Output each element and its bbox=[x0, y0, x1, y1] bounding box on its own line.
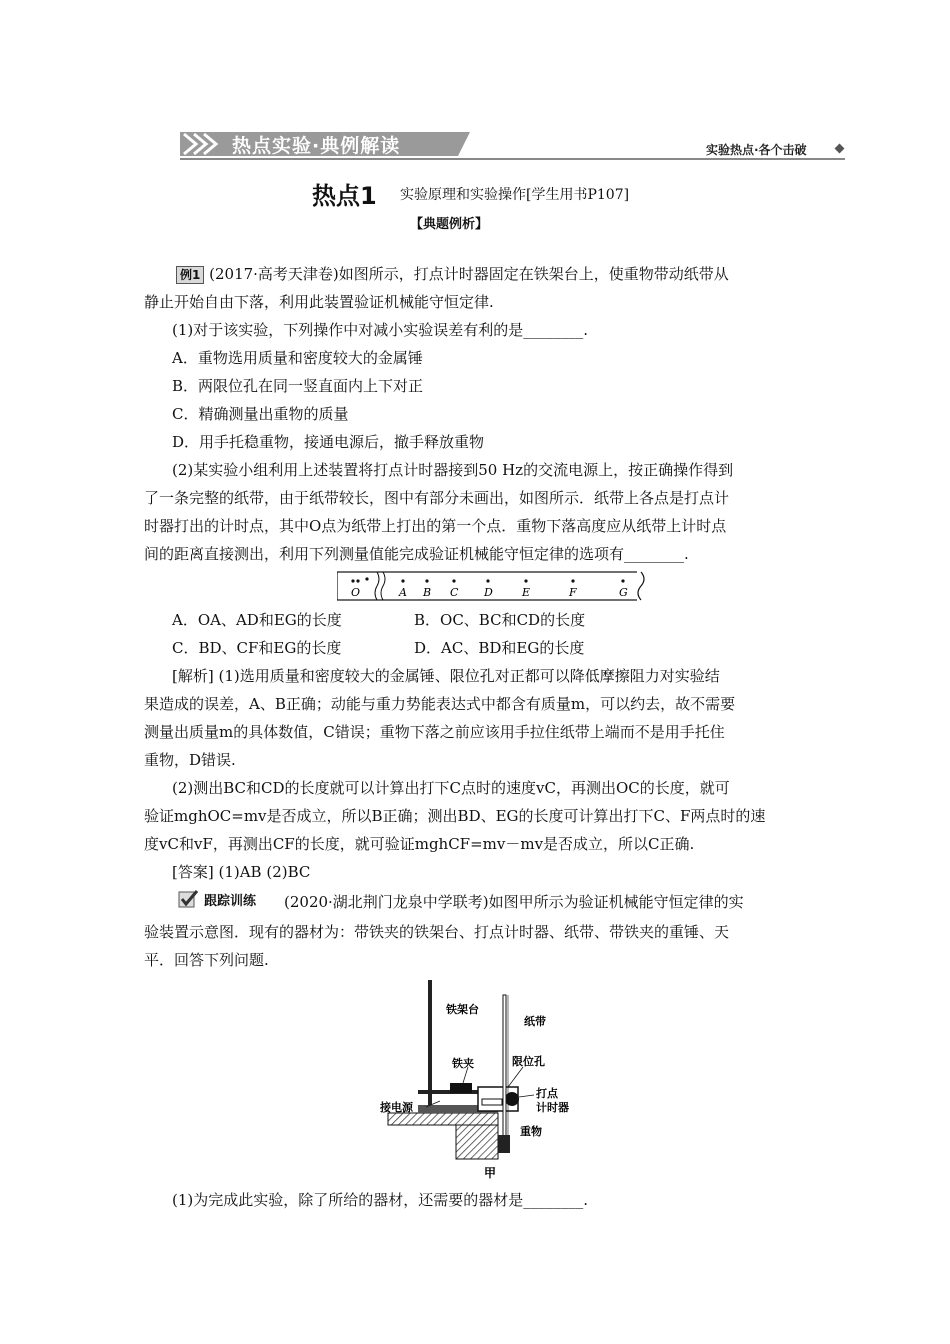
header-rule bbox=[180, 158, 845, 160]
q2-option-d: D．AC、BD和EG的长度 bbox=[414, 639, 585, 657]
q2-option-a: A．OA、AD和EG的长度 bbox=[172, 611, 342, 629]
question-2-line2: 了一条完整的纸带，由于纸带较长，图中有部分未画出，如图所示．纸带上各点是打点计 bbox=[144, 489, 730, 507]
tape-label-a: A bbox=[399, 586, 407, 599]
training-badge bbox=[178, 889, 274, 909]
figure-caption: 甲 bbox=[484, 1166, 497, 1180]
label-hole: 限位孔 bbox=[512, 1055, 545, 1068]
section-title: 实验原理和实验操作[学生用书P107] bbox=[400, 187, 630, 203]
analysis-p2-line1: (2)测出BC和CD的长度就可以计算出打下C点时的速度vC，再测出OC的长度，就可 bbox=[172, 779, 730, 797]
training-line3: 平．回答下列问题. bbox=[144, 951, 269, 969]
analysis-p1-line1: [解析] (1)选用质量和密度较大的金属锤、限位孔对正都可以降低摩擦阻力对实验结 bbox=[172, 667, 720, 685]
example-intro-line2: 静止开始自由下落，利用此装置验证机械能守恒定律. bbox=[144, 293, 494, 311]
banner-title: 热点实验·典例解读 bbox=[232, 135, 401, 157]
tape-label-b: B bbox=[423, 586, 432, 599]
tape-label-c: C bbox=[450, 586, 459, 599]
analysis-p2-line3: 度vC和vF，再测出CF的长度，就可验证mghCF=mv－mv是否成立，所以C正确. bbox=[144, 835, 695, 853]
answer-line: [答案] (1)AB (2)BC bbox=[172, 863, 311, 881]
typical-example-heading: 【典题例析】 bbox=[410, 217, 489, 232]
paper-tape-diagram bbox=[337, 570, 649, 602]
training-tag: 跟踪训练 bbox=[204, 894, 257, 909]
label-clamp: 铁夹 bbox=[452, 1057, 474, 1070]
label-power: 接电源 bbox=[380, 1101, 413, 1114]
label-timer-1: 打点 bbox=[536, 1087, 558, 1100]
tape-label-o: O bbox=[351, 586, 361, 599]
q2-option-c: C．BD、CF和EG的长度 bbox=[172, 639, 342, 657]
label-tape: 纸带 bbox=[524, 1015, 546, 1028]
q1-option-c: C．精确测量出重物的质量 bbox=[172, 405, 349, 423]
tape-label-e: E bbox=[522, 586, 531, 599]
tape-label-f: F bbox=[569, 586, 577, 599]
analysis-p1-line2: 果造成的误差，A、B正确；动能与重力势能表达式中都含有质量m，可以约去，故不需要 bbox=[144, 695, 736, 713]
label-weight: 重物 bbox=[520, 1125, 542, 1138]
question-2-line1: (2)某实验小组利用上述装置将打点计时器接到50 Hz的交流电源上，按正确操作得到 bbox=[172, 461, 734, 479]
label-timer-2: 计时器 bbox=[536, 1101, 569, 1114]
example-intro-text: (2017·高考天津卷)如图所示，打点计时器固定在铁架台上，使重物带动纸带从 bbox=[209, 265, 729, 283]
analysis-p1-line4: 重物，D错误. bbox=[144, 751, 236, 769]
example-tag: 例1 bbox=[176, 266, 204, 284]
q1-option-d: D．用手托稳重物，接通电源后，撤手释放重物 bbox=[172, 433, 485, 451]
q2-option-b: B．OC、BC和CD的长度 bbox=[414, 611, 586, 629]
tape-label-d: D bbox=[484, 586, 493, 599]
q1-option-b: B．两限位孔在同一竖直面内上下对正 bbox=[172, 377, 424, 395]
analysis-p1-line3: 测量出质量m的具体数值，C错误；重物下落之前应该用手拉住纸带上端而不是用手托住 bbox=[144, 723, 725, 741]
apparatus-figure bbox=[378, 975, 588, 1180]
example-intro-line1 bbox=[176, 264, 729, 284]
checkmark-icon bbox=[178, 889, 200, 909]
analysis-p2-line2: 验证mghOC=mv是否成立，所以B正确；测出BD、EG的长度可计算出打下C、F两点时的速 bbox=[144, 807, 766, 825]
header-right-label: 实验热点·各个击破 bbox=[706, 143, 807, 157]
training-line2: 验装置示意图．现有的器材为：带铁夹的铁架台、打点计时器、纸带、带铁夹的重锤、天 bbox=[144, 923, 730, 941]
diamond-icon bbox=[835, 144, 845, 154]
question-1: (1)对于该实验，下列操作中对减小实验误差有利的是________. bbox=[172, 321, 589, 339]
training-question-1: (1)为完成此实验，除了所给的器材，还需要的器材是________. bbox=[172, 1191, 589, 1209]
section-label: 热点1 bbox=[312, 182, 377, 210]
tape-label-g: G bbox=[619, 586, 628, 599]
label-stand: 铁架台 bbox=[446, 1003, 479, 1016]
question-2-line3: 时器打出的计时点，其中O点为纸带上打出的第一个点．重物下落高度应从纸带上计时点 bbox=[144, 517, 727, 535]
training-line1: (2020·湖北荆门龙泉中学联考)如图甲所示为验证机械能守恒定律的实 bbox=[284, 893, 744, 911]
q1-option-a: A．重物选用质量和密度较大的金属锤 bbox=[172, 349, 423, 367]
question-2-line4: 间的距离直接测出，利用下列测量值能完成验证机械能守恒定律的选项有________. bbox=[144, 545, 689, 563]
